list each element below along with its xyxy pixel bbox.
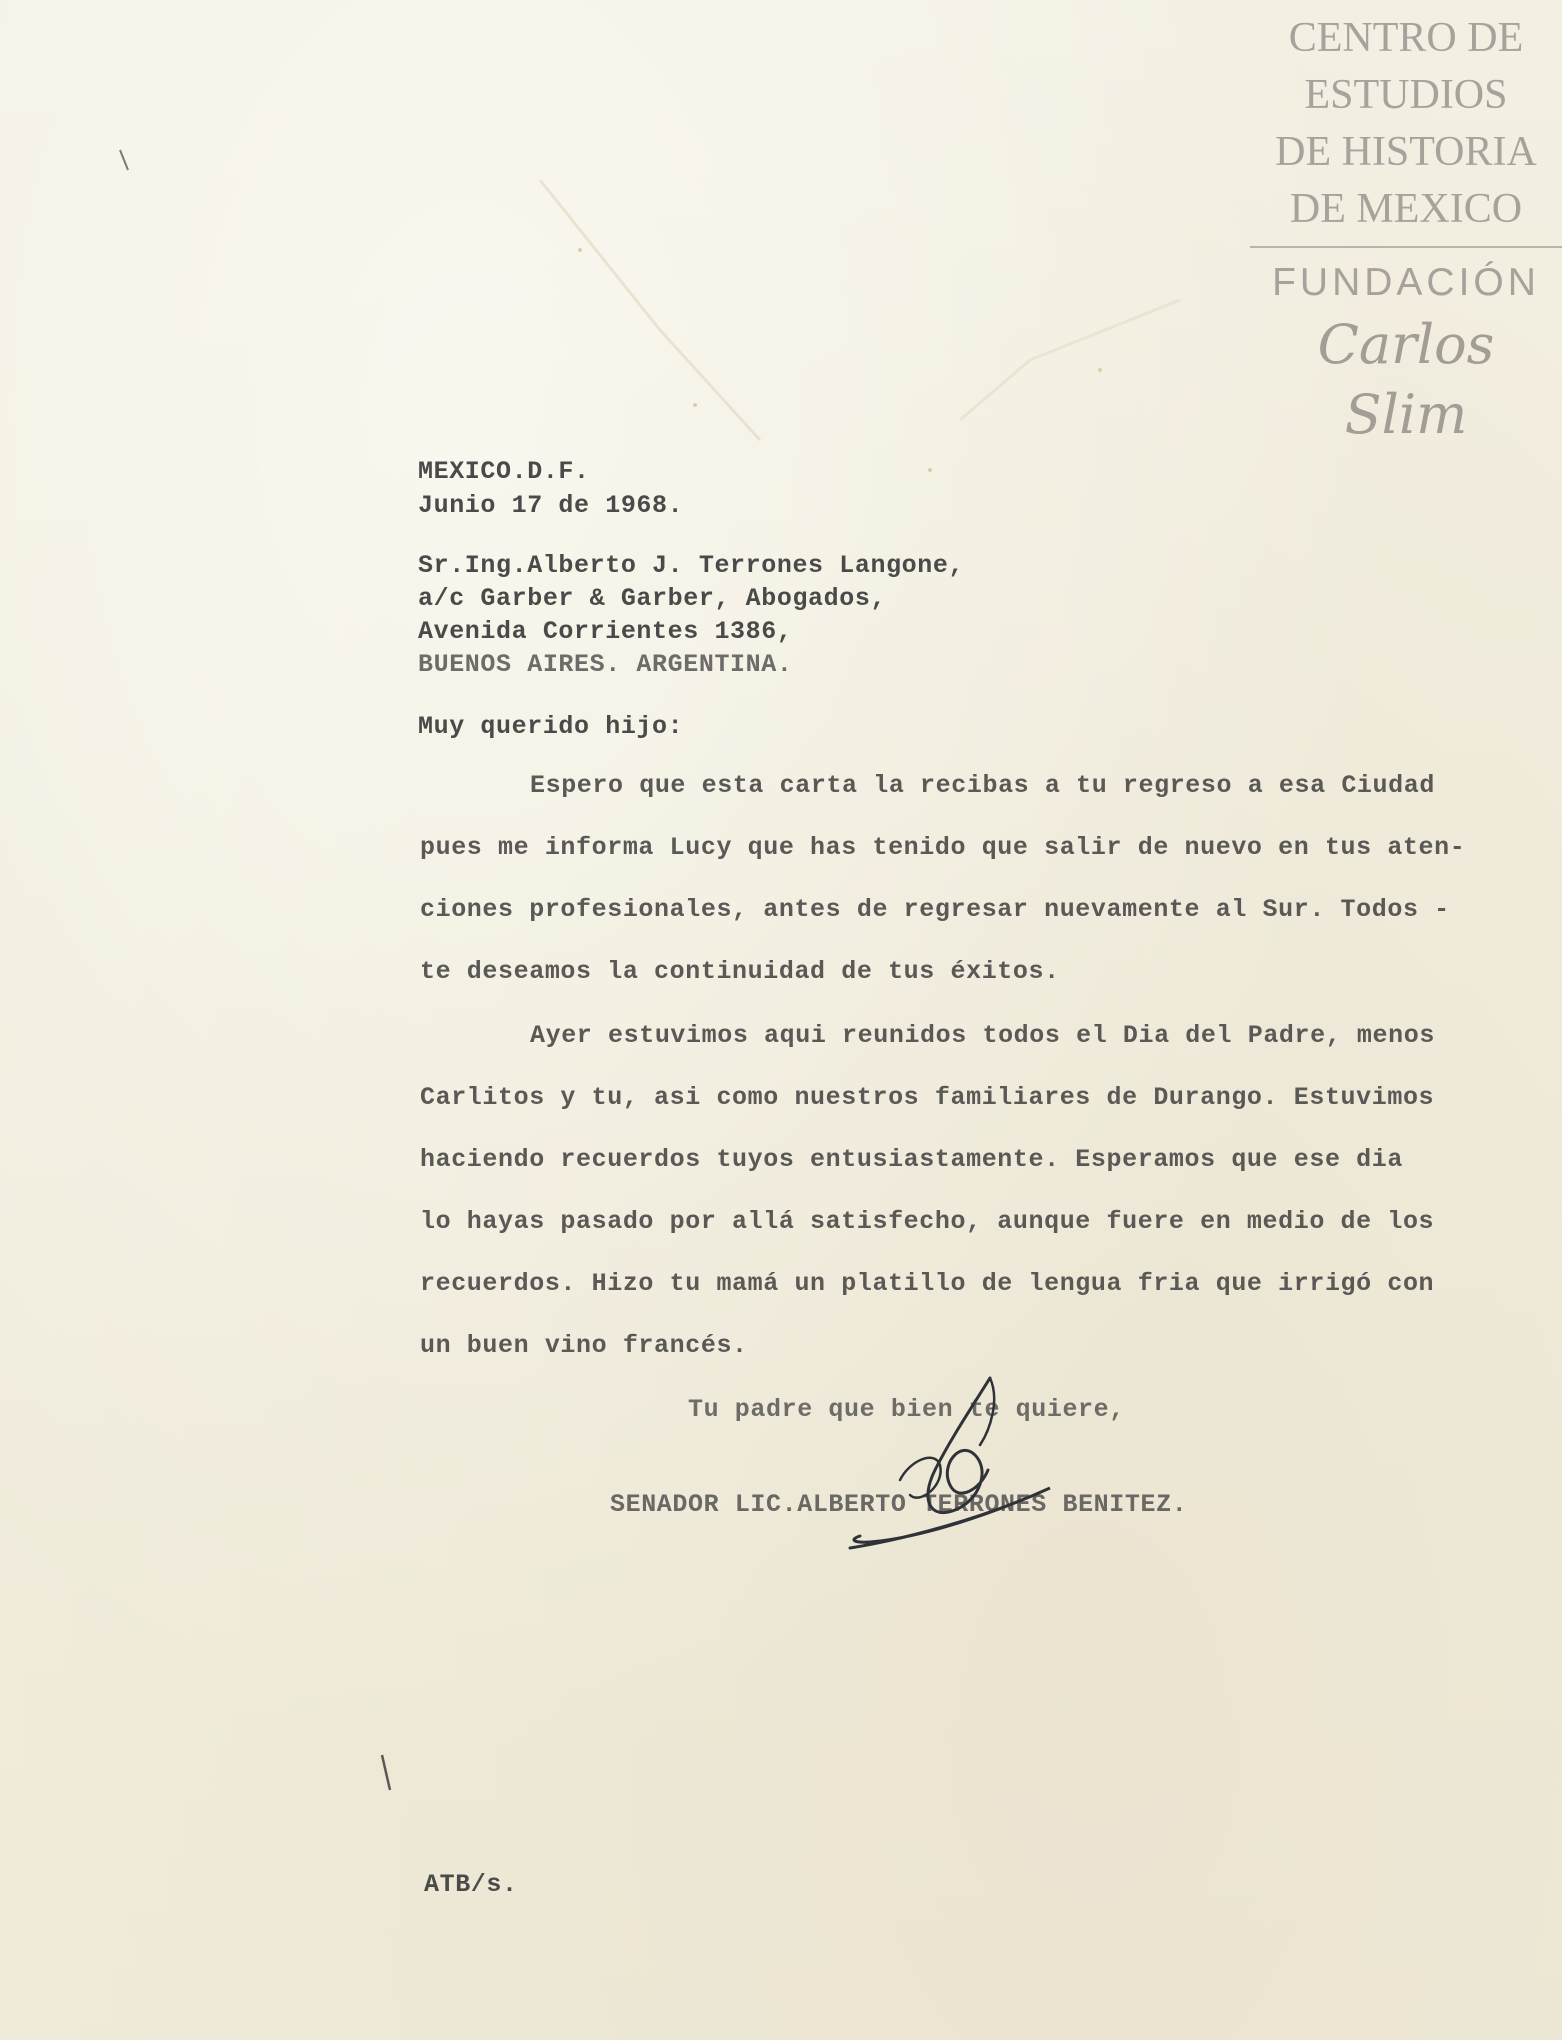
stamp-line-4: DE MEXICO xyxy=(1289,186,1523,232)
handwritten-signature xyxy=(840,1370,1060,1560)
paragraph-2 xyxy=(420,1005,1440,1377)
recipient-line-4: BUENOS AIRES. ARGENTINA. xyxy=(418,650,793,679)
stamp-foundation: FUNDACIÓN xyxy=(1272,261,1540,304)
paragraph-1-line-3: ciones profesionales, antes de regresar nuevamente al Sur. Todos - xyxy=(420,895,1450,924)
recipient-line-2: a/c Garber & Garber, Abogados, xyxy=(418,584,887,613)
recipient-address xyxy=(418,549,964,681)
signer-name: SENADOR LIC.ALBERTO TERRONES BENITEZ. xyxy=(610,1490,1188,1519)
paragraph-2-line-2: Carlitos y tu, asi como nuestros familiares de Durango. Estuvimos xyxy=(420,1083,1435,1112)
paragraph-2-line-4: lo hayas pasado por allá satisfecho, aunque fuere en medio de los xyxy=(420,1207,1435,1236)
paragraph-1 xyxy=(420,755,1466,1003)
typist-initials: ATB/s. xyxy=(424,1870,518,1899)
archive-stamp xyxy=(1250,10,1562,450)
letter-place: MEXICO.D.F. xyxy=(418,457,590,486)
closing: Tu padre que bien te quiere, xyxy=(688,1395,1125,1424)
paragraph-2-line-1: Ayer estuvimos aqui reunidos todos el Dia del Padre, menos xyxy=(530,1021,1435,1050)
paragraph-1-line-2: pues me informa Lucy que has tenido que salir de nuevo en tus aten- xyxy=(420,833,1466,862)
recipient-line-1: Sr.Ing.Alberto J. Terrones Langone, xyxy=(418,551,965,580)
place-date-block xyxy=(418,455,683,523)
letter-date: Junio 17 de 1968. xyxy=(418,491,684,520)
stamp-foundation-signature: Carlos Slim xyxy=(1317,313,1495,446)
paragraph-1-line-4: te deseamos la continuidad de tus éxitos. xyxy=(420,957,1060,986)
paragraph-2-line-6: un buen vino francés. xyxy=(420,1331,748,1360)
paragraph-2-line-3: haciendo recuerdos tuyos entusiastamente. Esperamos que ese dia xyxy=(420,1145,1403,1174)
stamp-divider xyxy=(1250,246,1562,248)
recipient-line-3: Avenida Corrientes 1386, xyxy=(418,617,793,646)
stamp-line-2: ESTUDIOS xyxy=(1304,72,1508,118)
stamp-line-1: CENTRO DE xyxy=(1288,15,1524,61)
salutation: Muy querido hijo: xyxy=(418,712,684,741)
stamp-line-3: DE HISTORIA xyxy=(1275,129,1537,175)
paragraph-2-line-5: recuerdos. Hizo tu mamá un platillo de lengua fria que irrigó con xyxy=(420,1269,1435,1298)
paragraph-1-line-1: Espero que esta carta la recibas a tu regreso a esa Ciudad xyxy=(530,771,1435,800)
